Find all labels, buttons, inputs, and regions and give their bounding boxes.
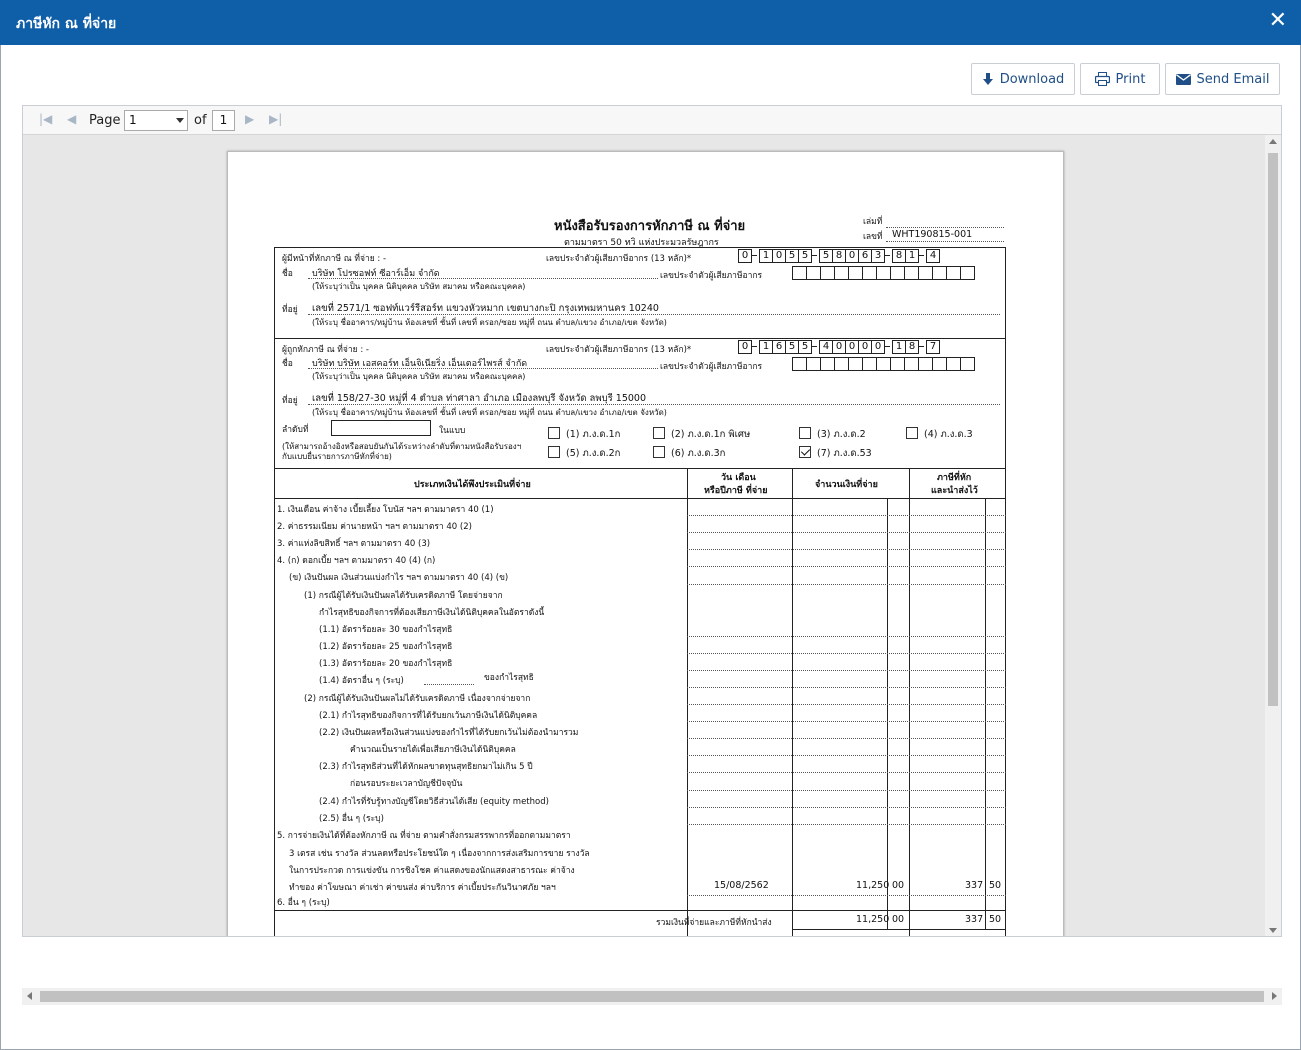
row-divider <box>687 670 1006 671</box>
row-divider <box>687 738 1006 739</box>
report-viewer <box>22 105 1282 937</box>
th-tax-1: ภาษีที่หัก <box>937 473 972 483</box>
tax-id-digit: 6 <box>772 340 786 354</box>
payer-addr-hint: (ให้ระบุ ชื่ออาคาร/หมู่บ้าน ห้องเลขที่ ชั้นที่ เลขที่ ตรอก/ซอย หมู่ที่ ถนน ตำบล/แขวง อำเภอ/เขต จังหวัด) <box>312 318 667 327</box>
total-pages: 1 <box>212 110 235 131</box>
row-divider <box>687 824 1006 825</box>
chevron-down-icon <box>176 118 184 123</box>
tax-id-digit <box>918 357 933 371</box>
income-row-label: (2.2) เงินปันผลหรือเงินส่วนแบ่งของกำไรที่ได้รับยกเว้นไม่ต้องนำมารวม <box>319 728 579 738</box>
item5-amount-dec: 00 <box>892 880 905 891</box>
tax-id-digit: 6 <box>858 249 872 263</box>
form-checkbox[interactable] <box>653 446 665 458</box>
payee-name-label: ชื่อ <box>282 359 293 369</box>
form-option-label: (3) ภ.ง.ด.2 <box>817 429 866 440</box>
tax-id-digit: 8 <box>905 340 919 354</box>
tax-id-digit <box>904 266 919 280</box>
tax-id-digit <box>904 357 919 371</box>
payee-tax13-label: เลขประจำตัวผู้เสียภาษีอากร (13 หลัก)* <box>546 345 692 355</box>
vertical-scroll-thumb[interactable] <box>1268 153 1278 706</box>
vertical-scrollbar[interactable] <box>1265 135 1281 937</box>
th-date-2: หรือปีภาษี ที่จ่าย <box>704 486 768 496</box>
form-option-label: (1) ภ.ง.ด.1ก <box>566 429 621 440</box>
row-divider <box>687 566 1006 567</box>
th-date-1: วัน เดือน <box>721 473 756 483</box>
payer-addr-label: ที่อยู่ <box>282 305 298 315</box>
tax-id-digit <box>834 266 849 280</box>
tax-id-digit <box>890 357 905 371</box>
total-amount: 11,250 <box>856 914 890 925</box>
doc-subtitle: ตามมาตรา 50 ทวิ แห่งประมวลรัษฎากร <box>564 238 719 248</box>
payee-tax-label2: เลขประจำตัวผู้เสียภาษีอากร <box>660 362 763 372</box>
tax-id-separator <box>752 346 757 347</box>
payee-name: บริษัท บริษัท เอสคอร์ท เอ็นจิเนียริ่ง เอ็นเตอร์ไพรส์ จำกัด <box>312 359 528 369</box>
income-row-label: (1.2) อัตราร้อยละ 25 ของกำไรสุทธิ <box>319 642 453 652</box>
tax-id-digit: 0 <box>738 249 752 263</box>
row-divider <box>687 721 1006 722</box>
print-label: Print <box>1115 71 1146 87</box>
download-button[interactable] <box>971 63 1075 95</box>
payee-tax-id <box>738 340 968 354</box>
tax-id-digit: 1 <box>905 249 919 263</box>
tax-id-separator <box>919 255 924 256</box>
th-amount: จำนวนเงินที่จ่าย <box>815 480 878 490</box>
dialog-titlebar <box>0 0 1301 45</box>
tax-id-digit <box>932 266 947 280</box>
tax-id-digit: 3 <box>871 249 885 263</box>
income-row-label: (2.1) กำไรสุทธิของกิจการที่ได้รับยกเว้นภาษีเงินได้นิติบุคคล <box>319 711 538 721</box>
income-row-label: 2. ค่าธรรมเนียม ค่านายหน้า ฯลฯ ตามมาตรา 40 (2) <box>277 522 472 532</box>
row-divider <box>687 704 1006 705</box>
print-button[interactable] <box>1080 63 1160 95</box>
scroll-left-icon[interactable] <box>27 992 32 1000</box>
tax-id-digit <box>862 357 877 371</box>
scroll-right-icon[interactable] <box>1272 992 1277 1000</box>
viewer-toolbar <box>23 106 1281 135</box>
income-row-label: (ข) เงินปันผล เงินส่วนแบ่งกำไร ฯลฯ ตามมาตรา 40 (4) (ข) <box>289 573 509 583</box>
tax-id-digit: 7 <box>926 340 940 354</box>
income-row-label: ในการประกวด การแข่งขัน การชิงโชค ค่าแสดงของนักแสดงสาธารณะ ค่าจ้าง <box>289 866 575 876</box>
page-label: Page <box>89 113 121 128</box>
payer-name-label: ชื่อ <box>282 269 293 279</box>
total-tax-dec: 50 <box>989 914 1002 925</box>
tax-id-digit: 1 <box>892 340 906 354</box>
income-row-label: ทำของ ค่าโฆษณา ค่าเช่า ค่าขนส่ง ค่าบริการ ค่าเบี้ยประกันวินาศภัย ฯลฯ <box>289 883 556 893</box>
scroll-up-icon[interactable] <box>1269 139 1277 144</box>
tax-id-digit: 0 <box>845 249 859 263</box>
send-email-button[interactable] <box>1165 63 1280 95</box>
form-option-label: (7) ภ.ง.ด.53 <box>817 448 872 459</box>
total-tax: 337 <box>965 914 984 925</box>
total-amount-dec: 00 <box>892 914 905 925</box>
tax-id-separator <box>752 255 757 256</box>
seq-hint-2: กับแบบยื่นรายการภาษีหักที่จ่าย) <box>282 452 392 461</box>
row-divider <box>687 653 1006 654</box>
tax-id-digit: 0 <box>845 340 859 354</box>
page-select-value: 1 <box>129 113 137 127</box>
tax-id-digit: 0 <box>832 340 846 354</box>
form-checkbox[interactable] <box>653 427 665 439</box>
tax-id-digit <box>806 266 821 280</box>
tax-id-digit: 4 <box>926 249 940 263</box>
tax-id-separator <box>812 346 817 347</box>
tax-id-digit <box>806 357 821 371</box>
income-row-label: กำไรสุทธิของกิจการที่ต้องเสียภาษีเงินได้นิติบุคคลในอัตราดังนี้ <box>319 608 545 618</box>
first-page-icon[interactable]: |◀ <box>39 112 53 126</box>
income-row-label: (2.3) กำไรสุทธิส่วนที่ได้หักผลขาดทุนสุทธิยกมาไม่เกิน 5 ปี <box>319 762 533 772</box>
tax-id-digit <box>848 266 863 280</box>
scroll-down-icon[interactable] <box>1269 928 1277 933</box>
payee-address: เลขที่ 158/27-30 หมู่ที่ 4 ตำบล ท่าศาลา อำเภอ เมืองลพบุรี จังหวัด ลพบุรี 15000 <box>312 393 646 404</box>
form-option-label: (4) ภ.ง.ด.3 <box>924 429 973 440</box>
row-divider <box>687 755 1006 756</box>
form-option-label: (2) ภ.ง.ด.1ก พิเศษ <box>671 429 751 440</box>
tax-id-digit: 0 <box>738 340 752 354</box>
income-row-label: (2.4) กำไรที่รับรู้ทางบัญชีโดยวิธีส่วนได้เสีย (equity method) <box>319 797 549 807</box>
horizontal-scroll-thumb[interactable] <box>40 991 1264 1002</box>
payer-tax-id-empty <box>792 266 972 280</box>
dialog-title: ภาษีหัก ณ ที่จ่าย <box>16 16 117 32</box>
tax-id-digit <box>834 357 849 371</box>
row-divider <box>687 532 1006 533</box>
income-row-label: คำนวณเป็นรายได้เพื่อเสียภาษีเงินได้นิติบุคคล <box>350 745 516 755</box>
next-page-icon[interactable]: ▶ <box>245 112 255 126</box>
tax-id-digit: 5 <box>785 249 799 263</box>
horizontal-scrollbar[interactable] <box>22 988 1282 1005</box>
tax-id-digit <box>890 266 905 280</box>
income-row-label: 5. การจ่ายเงินได้ที่ต้องหักภาษี ณ ที่จ่าย ตามคำสั่งกรมสรรพากรที่ออกตามมาตรา <box>277 831 571 841</box>
book-no-label: เล่มที่ <box>863 217 883 227</box>
total-label: รวมเงินที่จ่ายและภาษีที่หักนำส่ง <box>656 918 772 928</box>
income-row-label: (1.3) อัตราร้อยละ 20 ของกำไรสุทธิ <box>319 659 453 669</box>
payee-addr-hint: (ให้ระบุ ชื่ออาคาร/หมู่บ้าน ห้องเลขที่ ชั้นที่ เลขที่ ตรอก/ซอย หมู่ที่ ถนน ตำบล/แขวง อำเภอ/เขต จังหวัด) <box>312 408 667 417</box>
tax-id-digit: 4 <box>819 340 833 354</box>
tax-id-digit <box>876 357 891 371</box>
tax-id-digit: 0 <box>871 340 885 354</box>
page-select[interactable] <box>124 110 188 131</box>
row-divider <box>687 515 1006 516</box>
tax-id-digit: 5 <box>798 249 812 263</box>
row-1-4-suffix: ของกำไรสุทธิ <box>484 673 534 683</box>
payer-tax-id <box>738 249 968 263</box>
tax-id-digit: 0 <box>772 249 786 263</box>
payer-tax13-label: เลขประจำตัวผู้เสียภาษีอากร (13 หลัก)* <box>546 254 692 264</box>
tax-id-digit <box>946 357 961 371</box>
income-row-label: (1) กรณีผู้ได้รับเงินปันผลได้รับเครดิตภาษี โดยจ่ายจาก <box>304 591 503 601</box>
income-row-label: 1. เงินเดือน ค่าจ้าง เบี้ยเลี้ยง โบนัส ฯลฯ ตามมาตรา 40 (1) <box>277 505 494 515</box>
tax-id-digit <box>820 357 835 371</box>
download-label: Download <box>999 71 1065 87</box>
row-divider <box>687 549 1006 550</box>
form-label: ในแบบ <box>439 426 466 436</box>
form-option-label: (6) ภ.ง.ด.3ก <box>671 448 726 459</box>
of-label: of <box>194 113 207 128</box>
row-divider <box>687 895 1006 896</box>
tax-id-separator <box>885 346 890 347</box>
tax-id-digit <box>918 266 933 280</box>
tax-id-separator <box>885 255 890 256</box>
tax-id-digit: 1 <box>759 340 773 354</box>
prev-page-icon[interactable]: ◀ <box>67 112 77 126</box>
printer-icon <box>1095 72 1110 86</box>
tax-id-digit <box>960 266 975 280</box>
tax-id-digit: 8 <box>892 249 906 263</box>
item5-date: 15/08/2562 <box>714 880 769 891</box>
tax-id-digit: 5 <box>785 340 799 354</box>
form-checkbox[interactable] <box>799 427 811 439</box>
tax-id-digit: 5 <box>798 340 812 354</box>
item5-tax: 337 <box>965 880 984 891</box>
close-icon[interactable]: ✕ <box>1268 8 1287 33</box>
th-type: ประเภทเงินได้พึงประเมินที่จ่าย <box>414 480 531 490</box>
item5-amount: 11,250 <box>856 880 890 891</box>
document-page <box>227 151 1064 937</box>
row-divider <box>687 687 1006 688</box>
send-email-label: Send Email <box>1196 71 1270 87</box>
payee-tax-id-empty <box>792 357 972 371</box>
income-row-label: 4. (ก) ดอกเบี้ย ฯลฯ ตามมาตรา 40 (4) (ก) <box>277 556 436 566</box>
tax-id-separator <box>919 346 924 347</box>
payee-name-hint: (ให้ระบุว่าเป็น บุคคล นิติบุคคล บริษัท สมาคม หรือคณะบุคคล) <box>312 372 526 381</box>
tax-id-digit: 8 <box>832 249 846 263</box>
tax-id-digit <box>876 266 891 280</box>
seq-hint-1: (ให้สามารถอ้างอิงหรือสอบยันกันได้ระหว่างลำดับที่ตามหนังสือรับรองฯ <box>282 442 522 451</box>
payer-name-hint: (ให้ระบุว่าเป็น บุคคล นิติบุคคล บริษัท สมาคม หรือคณะบุคคล) <box>312 282 526 291</box>
item5-tax-dec: 50 <box>989 880 1002 891</box>
form-checkbox[interactable] <box>548 427 560 439</box>
tax-id-digit <box>820 266 835 280</box>
tax-id-digit: 1 <box>759 249 773 263</box>
tax-id-digit <box>848 357 863 371</box>
tax-id-digit <box>792 266 807 280</box>
form-checkbox[interactable] <box>799 446 811 458</box>
form-checkbox[interactable] <box>906 427 918 439</box>
doc-title: หนังสือรับรองการหักภาษี ณ ที่จ่าย <box>554 219 746 234</box>
tax-id-digit: 0 <box>858 340 872 354</box>
tax-id-digit <box>862 266 877 280</box>
row-divider <box>687 772 1006 773</box>
income-row-label: 6. อื่น ๆ (ระบุ) <box>277 898 330 908</box>
row-divider <box>687 807 1006 808</box>
form-option-label: (5) ภ.ง.ด.2ก <box>566 448 621 459</box>
row-divider <box>687 584 1006 585</box>
payer-header: ผู้มีหน้าที่หักภาษี ณ ที่จ่าย : - <box>282 254 387 264</box>
income-row-label: 3 เตรส เช่น รางวัล ส่วนลดหรือประโยชน์ใด ๆ เนื่องจากการส่งเสริมการขาย รางวัล <box>289 849 590 859</box>
payer-address: เลขที่ 2571/1 ซอฟท์แวร์รีสอร์ท แขวงหัวหมาก เขตบางกะปิ กรุงเทพมหานคร 10240 <box>312 303 659 314</box>
payer-tax-label2: เลขประจำตัวผู้เสียภาษีอากร <box>660 271 763 281</box>
envelope-icon <box>1176 74 1191 85</box>
row-divider <box>687 790 1006 791</box>
payee-header: ผู้ถูกหักภาษี ณ ที่จ่าย : - <box>282 345 369 355</box>
income-row-label: (2) กรณีผู้ได้รับเงินปันผลไม่ได้รับเครดิตภาษี เนื่องจากจ่ายจาก <box>304 694 531 704</box>
income-row-label: (1.1) อัตราร้อยละ 30 ของกำไรสุทธิ <box>319 625 453 635</box>
payer-name: บริษัท โปรซอฟท์ ซีอาร์เอ็ม จำกัด <box>312 269 440 279</box>
tax-id-digit: 5 <box>819 249 833 263</box>
payee-addr-label: ที่อยู่ <box>282 396 298 406</box>
income-row-label: (2.5) อื่น ๆ (ระบุ) <box>319 814 384 824</box>
form-checkbox[interactable] <box>548 446 560 458</box>
last-page-icon[interactable]: ▶| <box>269 112 283 126</box>
tax-id-digit <box>792 357 807 371</box>
income-row-label: 3. ค่าแห่งลิขสิทธิ์ ฯลฯ ตามมาตรา 40 (3) <box>277 539 431 549</box>
tax-id-digit <box>960 357 975 371</box>
seq-label: ลำดับที่ <box>282 425 309 435</box>
download-icon <box>982 73 994 86</box>
tax-id-digit <box>946 266 961 280</box>
row-divider <box>687 636 1006 637</box>
tax-id-digit <box>932 357 947 371</box>
seq-field[interactable] <box>331 420 431 436</box>
doc-no-label: เลขที่ <box>863 232 883 242</box>
doc-no: WHT190815-001 <box>892 229 973 240</box>
tax-id-separator <box>812 255 817 256</box>
income-row-label: ก่อนรอบระยะเวลาบัญชีปัจจุบัน <box>350 779 463 789</box>
income-row-label: (1.4) อัตราอื่น ๆ (ระบุ) <box>319 676 404 686</box>
th-tax-2: และนำส่งไว้ <box>931 486 978 496</box>
